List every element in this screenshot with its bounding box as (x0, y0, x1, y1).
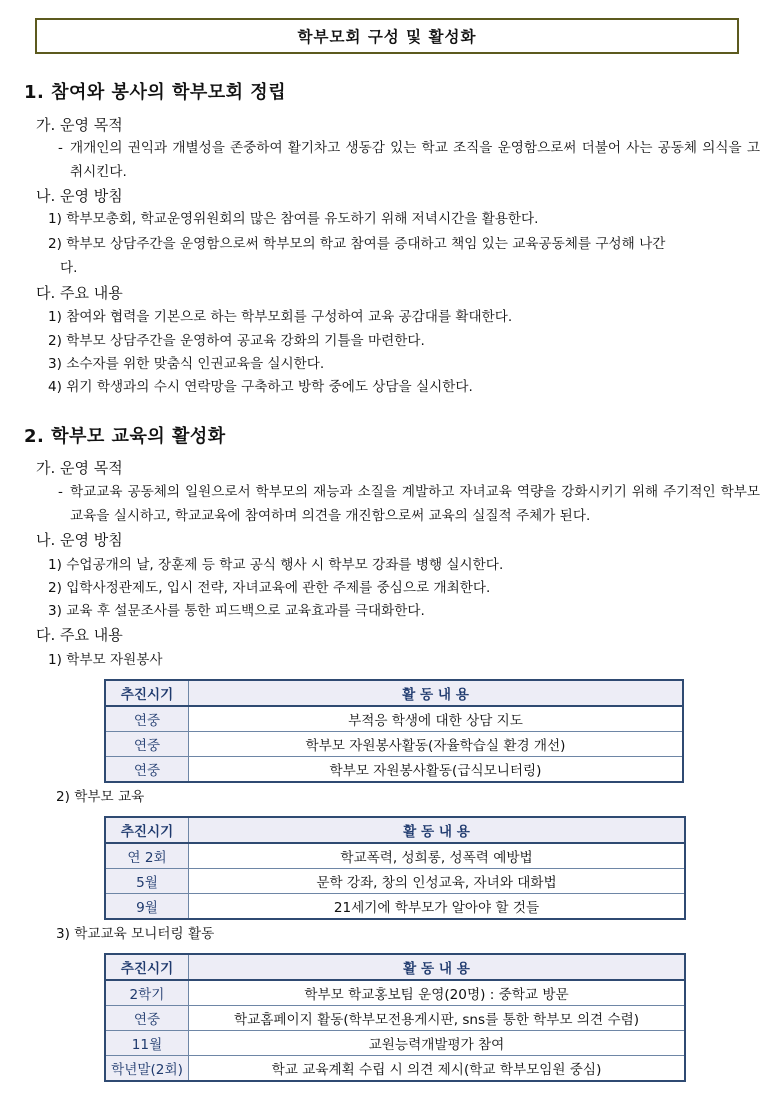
period-cell: 11월 (105, 1031, 189, 1056)
content-cell: 교원능력개발평가 참여 (189, 1031, 686, 1056)
table-education (104, 816, 686, 920)
table-header-row (105, 954, 685, 980)
content-cell: 문학 강좌, 창의 인성교육, 자녀와 대화법 (189, 869, 686, 894)
table-row (105, 980, 685, 1006)
s2-policy-label: 나. 운영 방침 (36, 531, 123, 549)
s2-purpose-dash: - (58, 484, 63, 500)
period-cell: 연중 (105, 757, 189, 783)
section-1-heading: 1. 참여와 봉사의 학부모회 정립 (24, 82, 287, 103)
table-header-row (105, 817, 685, 843)
table-row (105, 732, 683, 757)
header-content: 활 동 내 용 (189, 680, 684, 706)
period-cell: 9월 (105, 894, 189, 920)
table-row (105, 869, 685, 894)
s1-content-item-2: 2) 학부모 상담주간을 운영하여 공교육 강화의 기틀을 마련한다. (48, 333, 425, 349)
header-period: 추진시기 (105, 817, 189, 843)
table-row (105, 1006, 685, 1031)
s1-policy-label: 나. 운영 방침 (36, 187, 123, 205)
content-cell: 학부모 자원봉사활동(자율학습실 환경 개선) (189, 732, 684, 757)
period-cell: 연중 (105, 706, 189, 732)
header-content: 활 동 내 용 (189, 954, 686, 980)
s1-content-item-4: 4) 위기 학생과의 수시 연락망을 구축하고 방학 중에도 상담을 실시한다. (48, 379, 473, 395)
header-period: 추진시기 (105, 954, 189, 980)
table-3-caption: 3) 학교교육 모니터링 활동 (56, 926, 215, 942)
content-cell: 학교홈페이지 활동(학부모전용게시판, sns를 통한 학부모 의견 수렴) (189, 1006, 686, 1031)
table-1-caption: 1) 학부모 자원봉사 (48, 652, 163, 668)
s2-purpose-label: 가. 운영 목적 (36, 459, 123, 477)
table-2-caption: 2) 학부모 교육 (56, 789, 145, 805)
table-row (105, 894, 685, 920)
table-row (105, 843, 685, 869)
s1-policy-item-2-cont: 다. (60, 260, 78, 276)
s2-policy-item-2: 2) 입학사정관제도, 입시 전략, 자녀교육에 관한 주제를 중심으로 개최한다. (48, 580, 491, 596)
table-monitoring (104, 953, 686, 1082)
content-cell: 학부모 학교홍보팀 운영(20명) : 중학교 방문 (189, 980, 686, 1006)
content-cell: 학부모 자원봉사활동(급식모니터링) (189, 757, 684, 783)
period-cell: 연중 (105, 1006, 189, 1031)
s1-content-item-1: 1) 참여와 협력을 기본으로 하는 학부모회를 구성하여 교육 공감대를 확대한다. (48, 309, 513, 325)
header-content: 활 동 내 용 (189, 817, 686, 843)
s2-policy-item-1: 1) 수업공개의 날, 장훈제 등 학교 공식 행사 시 학부모 강좌를 병행 실시한다. (48, 557, 504, 573)
s1-content-item-3: 3) 소수자를 위한 맞춤식 인권교육을 실시한다. (48, 356, 325, 372)
page-title: 학부모회 구성 및 활성화 (35, 18, 739, 54)
s2-purpose-paragraph (58, 480, 760, 528)
content-cell: 학교 교육계획 수립 시 의견 제시(학교 학부모임원 중심) (189, 1056, 686, 1082)
s2-content-label: 다. 주요 내용 (36, 626, 123, 644)
period-cell: 연 2회 (105, 843, 189, 869)
table-volunteer (104, 679, 684, 783)
period-cell: 2학기 (105, 980, 189, 1006)
period-cell: 학년말(2회) (105, 1056, 189, 1082)
table-row (105, 706, 683, 732)
s2-purpose-text: 학교교육 공동체의 일원으로서 학부모의 재능과 소질을 계발하고 자녀교육 역량을 강화시키기 위해 주기적인 학부모교육을 실시하고, 학교교육에 참여하며 의견을 개진함으로써 교육의 실질적 주체가 된다. (70, 484, 760, 524)
table-row (105, 1056, 685, 1082)
content-cell: 21세기에 학부모가 알아야 할 것들 (189, 894, 686, 920)
period-cell: 연중 (105, 732, 189, 757)
s1-purpose-label: 가. 운영 목적 (36, 116, 123, 134)
period-cell: 5월 (105, 869, 189, 894)
table-header-row (105, 680, 683, 706)
s1-content-label: 다. 주요 내용 (36, 284, 123, 302)
s1-purpose-dash: - (58, 140, 63, 156)
s2-policy-item-3: 3) 교육 후 설문조사를 통한 피드백으로 교육효과를 극대화한다. (48, 603, 425, 619)
header-period: 추진시기 (105, 680, 189, 706)
s1-purpose-paragraph (58, 136, 760, 184)
table-row (105, 757, 683, 783)
section-2-heading: 2. 학부모 교육의 활성화 (24, 426, 226, 447)
s1-policy-item-1: 1) 학부모총회, 학교운영위원회의 많은 참여를 유도하기 위해 저녁시간을 활용한다. (48, 211, 539, 227)
s1-policy-item-2: 2) 학부모 상담주간을 운영함으로써 학부모의 학교 참여를 증대하고 책임 있는 교육공동체를 구성해 나간 (48, 236, 666, 252)
content-cell: 학교폭력, 성희롱, 성폭력 예방법 (189, 843, 686, 869)
table-row (105, 1031, 685, 1056)
content-cell: 부적응 학생에 대한 상담 지도 (189, 706, 684, 732)
s1-purpose-text: 개개인의 권익과 개별성을 존중하여 활기차고 생동감 있는 학교 조직을 운영함으로써 더불어 사는 공동체 의식을 고취시킨다. (70, 140, 760, 180)
